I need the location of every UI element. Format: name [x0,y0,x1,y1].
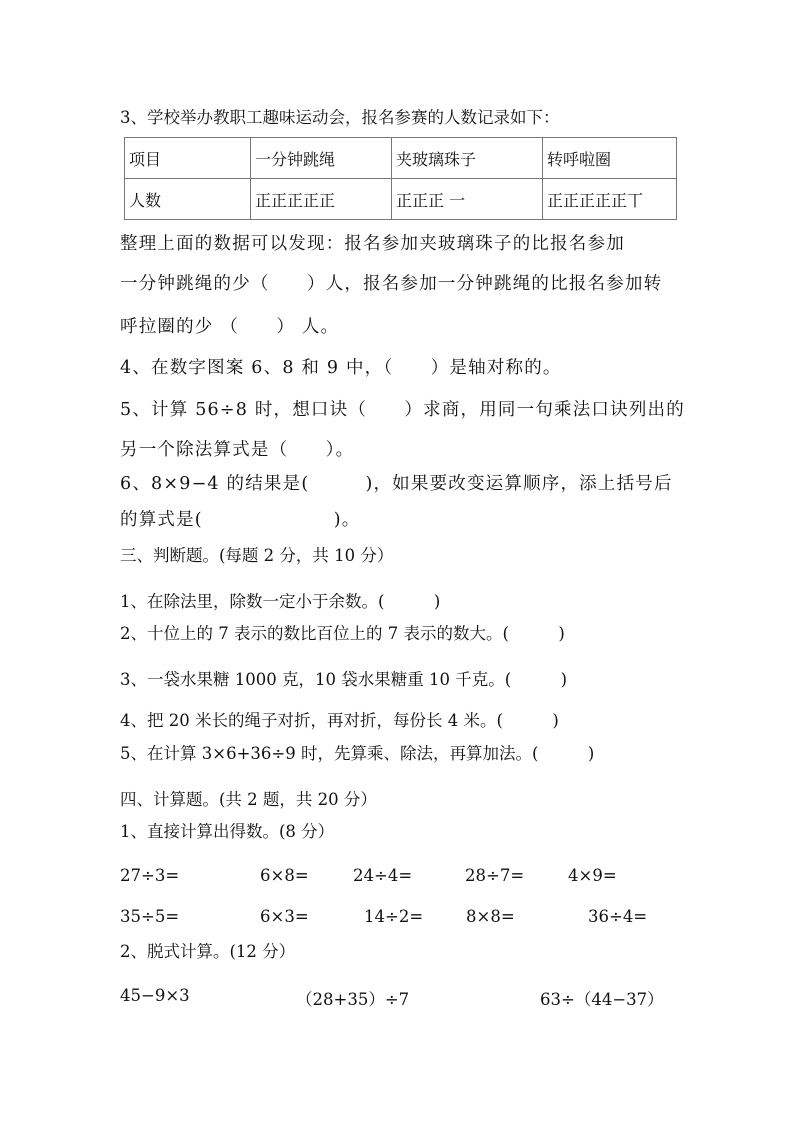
table-cell: 夹玻璃珠子 [392,138,543,179]
calc-item: 14÷2= [364,907,424,926]
q4: 4、在数字图案 6、8 和 9 中，（ ）是轴对称的。 [120,358,562,378]
tally-marks: 正正正 一 [392,179,543,220]
judge-item-5: 5、在计算 3×6+36÷9 时，先算乘、除法，再算加法。( ) [120,744,595,763]
calc-item: 8×8= [466,907,515,926]
calc-item: 35÷5= [120,907,180,926]
q5-line-1: 5、计算 56÷8 时，想口诀（ ）求商，用同一句乘法口诀列出的 [120,400,685,420]
calc-sub2: 2、脱式计算。(12 分） [120,942,296,961]
table-cell: 一分钟跳绳 [251,138,392,179]
calc-item: 36÷4= [588,907,648,926]
expression: 45−9×3 [120,986,190,1005]
q3-stem: 3、学校举办教职工趣味运动会，报名参赛的人数记录如下： [120,108,560,127]
table-cell: 人数 [125,179,251,220]
q3-analysis-line-3: 呼拉圈的少 （ ） 人。 [120,317,340,337]
q6-line-2: 的算式是( )。 [120,510,361,530]
calc-item: 6×8= [260,866,309,885]
judge-item-3: 3、一袋水果糖 1000 克，10 袋水果糖重 10 千克。( ) [120,670,568,689]
judge-item-2: 2、十位上的 7 表示的数比百位上的 7 表示的数大。( ) [120,624,565,643]
calc-item: 24÷4= [353,866,413,885]
table-row [125,138,677,179]
q6-line-1: 6、8×9−4 的结果是( )，如果要改变运算顺序，添上括号后 [120,474,673,494]
tally-marks: 正正正正正丅 [543,179,677,220]
q5-line-2: 另一个除法算式是（ ）。 [120,440,355,460]
calc-item: 4×9= [568,866,617,885]
table-cell: 项目 [125,138,251,179]
calc-item: 28÷7= [465,866,525,885]
q3-analysis-line-1: 整理上面的数据可以发现：报名参加夹玻璃珠子的比报名参加 [120,234,625,254]
q3-analysis-line-2: 一分钟跳绳的少（ ）人，报名参加一分钟跳绳的比报名参加转 [120,274,663,294]
section3-title: 三、判断题。(每题 2 分，共 10 分） [120,546,394,565]
calc-item: 6×3= [260,907,309,926]
judge-item-1: 1、在除法里，除数一定小于余数。( ) [120,592,441,611]
table-cell: 转呼啦圈 [543,138,677,179]
table-row [125,179,677,220]
calc-item: 27÷3= [120,866,180,885]
expression: （28+35）÷7 [296,990,410,1009]
section4-title: 四、计算题。(共 2 题，共 20 分） [120,790,377,809]
tally-marks: 正正正正正 [251,179,392,220]
tally-table [124,137,677,220]
expression: 63÷（44−37） [540,990,664,1009]
judge-item-4: 4、把 20 米长的绳子对折，再对折，每份长 4 米。( ) [120,711,559,730]
calc-sub1: 1、直接计算出得数。(8 分） [120,822,335,841]
